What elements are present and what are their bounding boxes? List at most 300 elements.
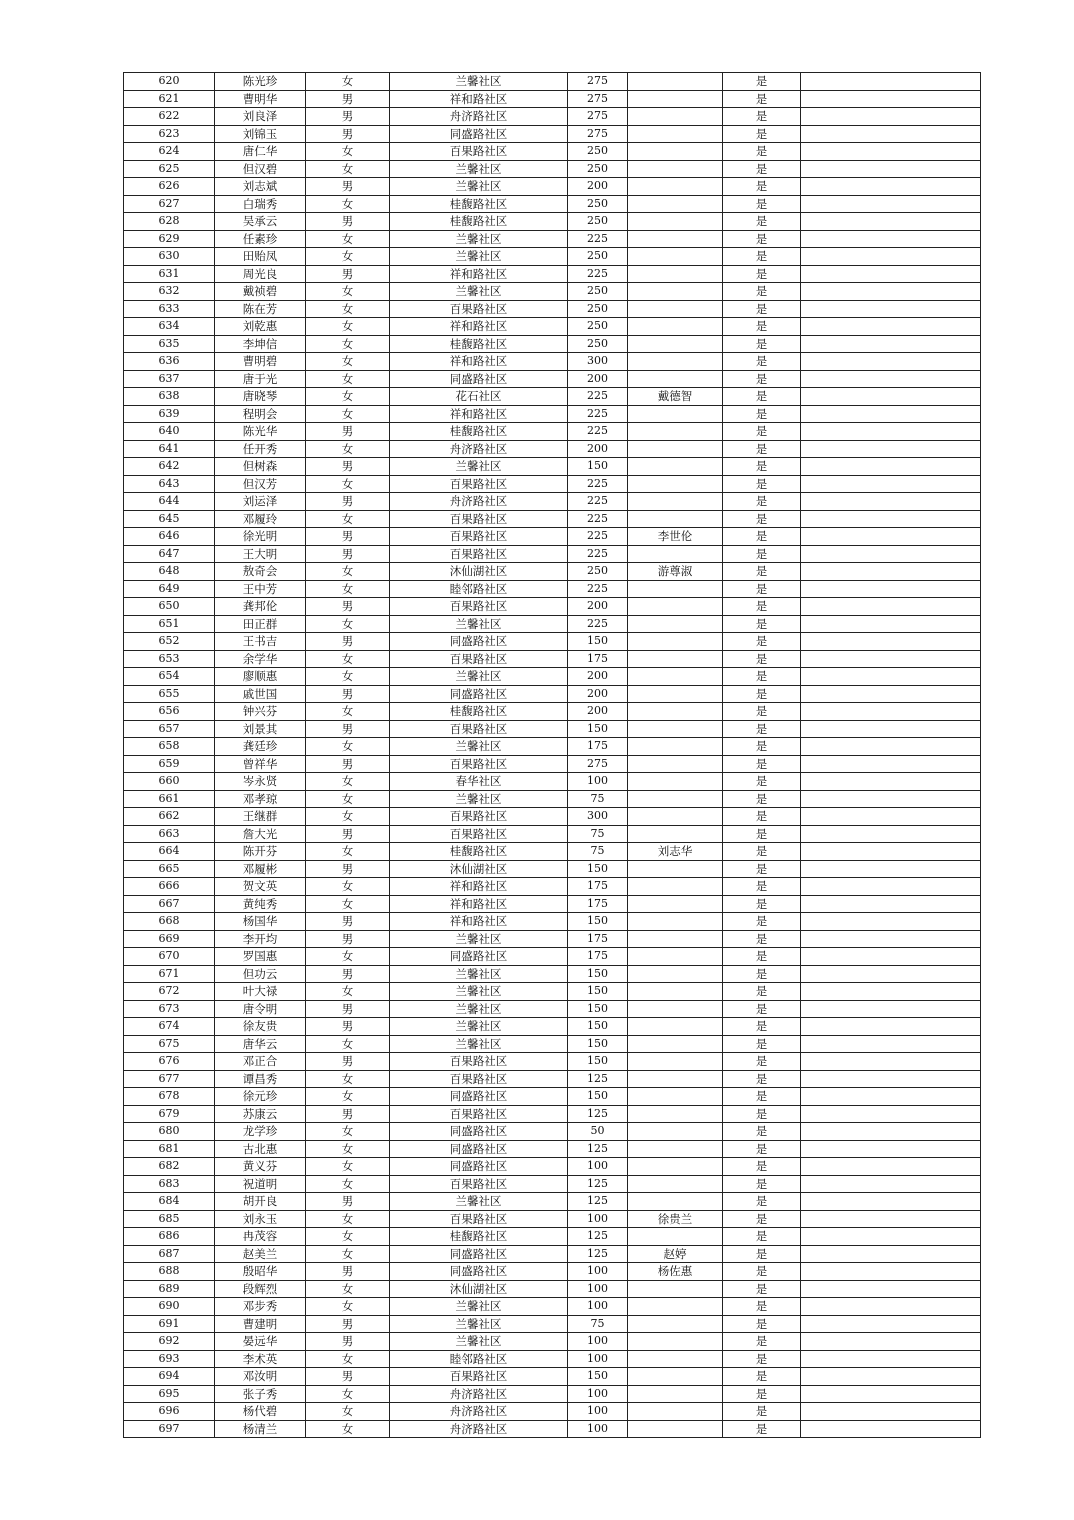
community-cell: 兰馨社区 bbox=[390, 178, 568, 196]
community-cell: 百果路社区 bbox=[390, 808, 568, 826]
community-cell: 兰馨社区 bbox=[390, 1315, 568, 1333]
agent-cell bbox=[628, 1333, 723, 1351]
table-row bbox=[124, 1228, 981, 1246]
amount-cell: 225 bbox=[568, 475, 628, 493]
table-row bbox=[124, 1158, 981, 1176]
remark-cell bbox=[801, 563, 981, 581]
status-cell: 是 bbox=[723, 283, 801, 301]
gender-cell: 女 bbox=[306, 1245, 390, 1263]
status-cell: 是 bbox=[723, 878, 801, 896]
status-cell: 是 bbox=[723, 1385, 801, 1403]
status-cell: 是 bbox=[723, 1053, 801, 1071]
community-cell: 祥和路社区 bbox=[390, 353, 568, 371]
community-cell: 桂馥路社区 bbox=[390, 423, 568, 441]
remark-cell bbox=[801, 1263, 981, 1281]
amount-cell: 150 bbox=[568, 965, 628, 983]
amount-cell: 75 bbox=[568, 843, 628, 861]
community-cell: 兰馨社区 bbox=[390, 790, 568, 808]
gender-cell: 女 bbox=[306, 983, 390, 1001]
amount-cell: 125 bbox=[568, 1070, 628, 1088]
name-cell: 陈开芬 bbox=[215, 843, 306, 861]
name-cell: 龚廷珍 bbox=[215, 738, 306, 756]
remark-cell bbox=[801, 1403, 981, 1421]
amount-cell: 250 bbox=[568, 300, 628, 318]
community-cell: 沐仙湖社区 bbox=[390, 563, 568, 581]
amount-cell: 225 bbox=[568, 615, 628, 633]
gender-cell: 男 bbox=[306, 90, 390, 108]
gender-cell: 男 bbox=[306, 755, 390, 773]
table-row bbox=[124, 265, 981, 283]
table-row bbox=[124, 283, 981, 301]
name-cell: 刘志斌 bbox=[215, 178, 306, 196]
row-number-cell: 631 bbox=[124, 265, 215, 283]
row-number-cell: 679 bbox=[124, 1105, 215, 1123]
community-cell: 舟济路社区 bbox=[390, 1420, 568, 1438]
status-cell: 是 bbox=[723, 108, 801, 126]
row-number-cell: 656 bbox=[124, 703, 215, 721]
row-number-cell: 625 bbox=[124, 160, 215, 178]
row-number-cell: 650 bbox=[124, 598, 215, 616]
table-row bbox=[124, 930, 981, 948]
row-number-cell: 642 bbox=[124, 458, 215, 476]
remark-cell bbox=[801, 1385, 981, 1403]
gender-cell: 女 bbox=[306, 1158, 390, 1176]
agent-cell bbox=[628, 283, 723, 301]
remark-cell bbox=[801, 528, 981, 546]
agent-cell: 李世伦 bbox=[628, 528, 723, 546]
agent-cell bbox=[628, 790, 723, 808]
gender-cell: 女 bbox=[306, 1210, 390, 1228]
agent-cell bbox=[628, 1193, 723, 1211]
gender-cell: 女 bbox=[306, 388, 390, 406]
row-number-cell: 645 bbox=[124, 510, 215, 528]
row-number-cell: 626 bbox=[124, 178, 215, 196]
amount-cell: 125 bbox=[568, 1245, 628, 1263]
name-cell: 白瑞秀 bbox=[215, 195, 306, 213]
status-cell: 是 bbox=[723, 388, 801, 406]
community-cell: 同盛路社区 bbox=[390, 685, 568, 703]
status-cell: 是 bbox=[723, 300, 801, 318]
gender-cell: 男 bbox=[306, 178, 390, 196]
name-cell: 晏远华 bbox=[215, 1333, 306, 1351]
name-cell: 曹明碧 bbox=[215, 353, 306, 371]
agent-cell bbox=[628, 1228, 723, 1246]
gender-cell: 女 bbox=[306, 335, 390, 353]
status-cell: 是 bbox=[723, 1088, 801, 1106]
table-row bbox=[124, 1280, 981, 1298]
community-cell: 沐仙湖社区 bbox=[390, 860, 568, 878]
amount-cell: 300 bbox=[568, 808, 628, 826]
amount-cell: 250 bbox=[568, 160, 628, 178]
gender-cell: 男 bbox=[306, 1368, 390, 1386]
gender-cell: 女 bbox=[306, 353, 390, 371]
gender-cell: 男 bbox=[306, 825, 390, 843]
amount-cell: 100 bbox=[568, 1350, 628, 1368]
name-cell: 叶大禄 bbox=[215, 983, 306, 1001]
name-cell: 邓履玲 bbox=[215, 510, 306, 528]
gender-cell: 女 bbox=[306, 563, 390, 581]
amount-cell: 150 bbox=[568, 720, 628, 738]
name-cell: 龙学珍 bbox=[215, 1123, 306, 1141]
agent-cell bbox=[628, 755, 723, 773]
row-number-cell: 655 bbox=[124, 685, 215, 703]
table-row bbox=[124, 685, 981, 703]
community-cell: 百果路社区 bbox=[390, 1070, 568, 1088]
name-cell: 王大明 bbox=[215, 545, 306, 563]
amount-cell: 150 bbox=[568, 633, 628, 651]
community-cell: 百果路社区 bbox=[390, 825, 568, 843]
row-number-cell: 637 bbox=[124, 370, 215, 388]
name-cell: 黄义芬 bbox=[215, 1158, 306, 1176]
gender-cell: 男 bbox=[306, 913, 390, 931]
agent-cell bbox=[628, 930, 723, 948]
table-row bbox=[124, 808, 981, 826]
table-row bbox=[124, 1035, 981, 1053]
remark-cell bbox=[801, 1368, 981, 1386]
status-cell: 是 bbox=[723, 860, 801, 878]
table-row bbox=[124, 598, 981, 616]
row-number-cell: 671 bbox=[124, 965, 215, 983]
row-number-cell: 693 bbox=[124, 1350, 215, 1368]
agent-cell bbox=[628, 948, 723, 966]
status-cell: 是 bbox=[723, 73, 801, 91]
name-cell: 曾祥华 bbox=[215, 755, 306, 773]
amount-cell: 100 bbox=[568, 1298, 628, 1316]
status-cell: 是 bbox=[723, 703, 801, 721]
row-number-cell: 674 bbox=[124, 1018, 215, 1036]
table-row bbox=[124, 510, 981, 528]
name-cell: 唐仁华 bbox=[215, 143, 306, 161]
name-cell: 李坤信 bbox=[215, 335, 306, 353]
remark-cell bbox=[801, 755, 981, 773]
name-cell: 曹明华 bbox=[215, 90, 306, 108]
gender-cell: 女 bbox=[306, 475, 390, 493]
row-number-cell: 682 bbox=[124, 1158, 215, 1176]
status-cell: 是 bbox=[723, 1280, 801, 1298]
community-cell: 睦邻路社区 bbox=[390, 1350, 568, 1368]
name-cell: 陈在芳 bbox=[215, 300, 306, 318]
row-number-cell: 624 bbox=[124, 143, 215, 161]
gender-cell: 男 bbox=[306, 633, 390, 651]
row-number-cell: 633 bbox=[124, 300, 215, 318]
table-row bbox=[124, 90, 981, 108]
gender-cell: 女 bbox=[306, 370, 390, 388]
row-number-cell: 636 bbox=[124, 353, 215, 371]
community-cell: 同盛路社区 bbox=[390, 1140, 568, 1158]
community-cell: 百果路社区 bbox=[390, 1368, 568, 1386]
table-row bbox=[124, 615, 981, 633]
name-cell: 但汉碧 bbox=[215, 160, 306, 178]
row-number-cell: 687 bbox=[124, 1245, 215, 1263]
row-number-cell: 629 bbox=[124, 230, 215, 248]
table-row bbox=[124, 1403, 981, 1421]
agent-cell bbox=[628, 650, 723, 668]
table-row bbox=[124, 1123, 981, 1141]
community-cell: 百果路社区 bbox=[390, 300, 568, 318]
status-cell: 是 bbox=[723, 738, 801, 756]
table-row bbox=[124, 423, 981, 441]
amount-cell: 275 bbox=[568, 108, 628, 126]
data-table bbox=[123, 72, 981, 1438]
gender-cell: 女 bbox=[306, 195, 390, 213]
remark-cell bbox=[801, 895, 981, 913]
community-cell: 兰馨社区 bbox=[390, 458, 568, 476]
table-row bbox=[124, 983, 981, 1001]
remark-cell bbox=[801, 1280, 981, 1298]
row-number-cell: 664 bbox=[124, 843, 215, 861]
remark-cell bbox=[801, 1070, 981, 1088]
gender-cell: 女 bbox=[306, 318, 390, 336]
community-cell: 同盛路社区 bbox=[390, 1263, 568, 1281]
table-row bbox=[124, 318, 981, 336]
agent-cell bbox=[628, 248, 723, 266]
status-cell: 是 bbox=[723, 213, 801, 231]
row-number-cell: 697 bbox=[124, 1420, 215, 1438]
remark-cell bbox=[801, 353, 981, 371]
name-cell: 杨国华 bbox=[215, 913, 306, 931]
table-row bbox=[124, 1245, 981, 1263]
amount-cell: 200 bbox=[568, 685, 628, 703]
status-cell: 是 bbox=[723, 1368, 801, 1386]
amount-cell: 100 bbox=[568, 1385, 628, 1403]
table-row bbox=[124, 405, 981, 423]
remark-cell bbox=[801, 230, 981, 248]
amount-cell: 225 bbox=[568, 493, 628, 511]
agent-cell bbox=[628, 108, 723, 126]
remark-cell bbox=[801, 1228, 981, 1246]
gender-cell: 女 bbox=[306, 1123, 390, 1141]
name-cell: 徐光明 bbox=[215, 528, 306, 546]
gender-cell: 女 bbox=[306, 703, 390, 721]
table-row bbox=[124, 773, 981, 791]
table-row bbox=[124, 213, 981, 231]
status-cell: 是 bbox=[723, 1263, 801, 1281]
community-cell: 祥和路社区 bbox=[390, 318, 568, 336]
remark-cell bbox=[801, 1210, 981, 1228]
community-cell: 兰馨社区 bbox=[390, 1035, 568, 1053]
row-number-cell: 670 bbox=[124, 948, 215, 966]
status-cell: 是 bbox=[723, 825, 801, 843]
agent-cell bbox=[628, 440, 723, 458]
amount-cell: 225 bbox=[568, 405, 628, 423]
table-row bbox=[124, 1420, 981, 1438]
gender-cell: 女 bbox=[306, 878, 390, 896]
agent-cell bbox=[628, 965, 723, 983]
amount-cell: 150 bbox=[568, 860, 628, 878]
name-cell: 殷昭华 bbox=[215, 1263, 306, 1281]
row-number-cell: 659 bbox=[124, 755, 215, 773]
table-row bbox=[124, 493, 981, 511]
table-row bbox=[124, 913, 981, 931]
row-number-cell: 652 bbox=[124, 633, 215, 651]
remark-cell bbox=[801, 318, 981, 336]
row-number-cell: 690 bbox=[124, 1298, 215, 1316]
name-cell: 邓步秀 bbox=[215, 1298, 306, 1316]
remark-cell bbox=[801, 388, 981, 406]
name-cell: 钟兴芬 bbox=[215, 703, 306, 721]
row-number-cell: 680 bbox=[124, 1123, 215, 1141]
amount-cell: 75 bbox=[568, 1315, 628, 1333]
status-cell: 是 bbox=[723, 1035, 801, 1053]
remark-cell bbox=[801, 475, 981, 493]
table-row bbox=[124, 230, 981, 248]
agent-cell bbox=[628, 493, 723, 511]
agent-cell bbox=[628, 1105, 723, 1123]
remark-cell bbox=[801, 440, 981, 458]
name-cell: 刘乾惠 bbox=[215, 318, 306, 336]
amount-cell: 200 bbox=[568, 668, 628, 686]
agent-cell bbox=[628, 895, 723, 913]
table-row bbox=[124, 948, 981, 966]
name-cell: 谭昌秀 bbox=[215, 1070, 306, 1088]
row-number-cell: 640 bbox=[124, 423, 215, 441]
row-number-cell: 658 bbox=[124, 738, 215, 756]
row-number-cell: 676 bbox=[124, 1053, 215, 1071]
gender-cell: 女 bbox=[306, 1140, 390, 1158]
gender-cell: 女 bbox=[306, 1070, 390, 1088]
row-number-cell: 661 bbox=[124, 790, 215, 808]
agent-cell bbox=[628, 1175, 723, 1193]
gender-cell: 女 bbox=[306, 248, 390, 266]
agent-cell bbox=[628, 633, 723, 651]
amount-cell: 200 bbox=[568, 370, 628, 388]
amount-cell: 100 bbox=[568, 1263, 628, 1281]
table-row bbox=[124, 825, 981, 843]
table-row bbox=[124, 650, 981, 668]
row-number-cell: 696 bbox=[124, 1403, 215, 1421]
status-cell: 是 bbox=[723, 248, 801, 266]
table-row bbox=[124, 1333, 981, 1351]
status-cell: 是 bbox=[723, 1158, 801, 1176]
remark-cell bbox=[801, 458, 981, 476]
agent-cell bbox=[628, 878, 723, 896]
amount-cell: 200 bbox=[568, 178, 628, 196]
community-cell: 兰馨社区 bbox=[390, 738, 568, 756]
status-cell: 是 bbox=[723, 528, 801, 546]
community-cell: 兰馨社区 bbox=[390, 160, 568, 178]
row-number-cell: 630 bbox=[124, 248, 215, 266]
status-cell: 是 bbox=[723, 423, 801, 441]
agent-cell bbox=[628, 860, 723, 878]
row-number-cell: 651 bbox=[124, 615, 215, 633]
amount-cell: 225 bbox=[568, 230, 628, 248]
gender-cell: 男 bbox=[306, 423, 390, 441]
community-cell: 兰馨社区 bbox=[390, 1018, 568, 1036]
remark-cell bbox=[801, 405, 981, 423]
remark-cell bbox=[801, 703, 981, 721]
table-row bbox=[124, 1315, 981, 1333]
agent-cell bbox=[628, 178, 723, 196]
row-number-cell: 673 bbox=[124, 1000, 215, 1018]
gender-cell: 女 bbox=[306, 1385, 390, 1403]
amount-cell: 100 bbox=[568, 1420, 628, 1438]
row-number-cell: 678 bbox=[124, 1088, 215, 1106]
amount-cell: 250 bbox=[568, 248, 628, 266]
name-cell: 刘永玉 bbox=[215, 1210, 306, 1228]
gender-cell: 女 bbox=[306, 843, 390, 861]
name-cell: 李术英 bbox=[215, 1350, 306, 1368]
remark-cell bbox=[801, 1140, 981, 1158]
amount-cell: 175 bbox=[568, 895, 628, 913]
remark-cell bbox=[801, 930, 981, 948]
community-cell: 兰馨社区 bbox=[390, 1298, 568, 1316]
row-number-cell: 683 bbox=[124, 1175, 215, 1193]
row-number-cell: 663 bbox=[124, 825, 215, 843]
name-cell: 但功云 bbox=[215, 965, 306, 983]
status-cell: 是 bbox=[723, 563, 801, 581]
row-number-cell: 666 bbox=[124, 878, 215, 896]
agent-cell: 刘志华 bbox=[628, 843, 723, 861]
status-cell: 是 bbox=[723, 475, 801, 493]
table-row bbox=[124, 1070, 981, 1088]
status-cell: 是 bbox=[723, 1245, 801, 1263]
status-cell: 是 bbox=[723, 1140, 801, 1158]
agent-cell bbox=[628, 1035, 723, 1053]
name-cell: 杨清兰 bbox=[215, 1420, 306, 1438]
remark-cell bbox=[801, 843, 981, 861]
agent-cell bbox=[628, 825, 723, 843]
community-cell: 桂馥路社区 bbox=[390, 335, 568, 353]
table-row bbox=[124, 1193, 981, 1211]
community-cell: 百果路社区 bbox=[390, 1210, 568, 1228]
row-number-cell: 654 bbox=[124, 668, 215, 686]
gender-cell: 男 bbox=[306, 1263, 390, 1281]
agent-cell bbox=[628, 143, 723, 161]
community-cell: 桂馥路社区 bbox=[390, 703, 568, 721]
status-cell: 是 bbox=[723, 755, 801, 773]
community-cell: 兰馨社区 bbox=[390, 983, 568, 1001]
remark-cell bbox=[801, 1420, 981, 1438]
row-number-cell: 627 bbox=[124, 195, 215, 213]
remark-cell bbox=[801, 1035, 981, 1053]
status-cell: 是 bbox=[723, 353, 801, 371]
remark-cell bbox=[801, 545, 981, 563]
agent-cell bbox=[628, 1420, 723, 1438]
remark-cell bbox=[801, 1350, 981, 1368]
status-cell: 是 bbox=[723, 178, 801, 196]
amount-cell: 250 bbox=[568, 335, 628, 353]
agent-cell bbox=[628, 1088, 723, 1106]
agent-cell bbox=[628, 1280, 723, 1298]
table-row bbox=[124, 143, 981, 161]
community-cell: 兰馨社区 bbox=[390, 248, 568, 266]
agent-cell: 游尊淑 bbox=[628, 563, 723, 581]
remark-cell bbox=[801, 720, 981, 738]
table-row bbox=[124, 738, 981, 756]
status-cell: 是 bbox=[723, 510, 801, 528]
status-cell: 是 bbox=[723, 1333, 801, 1351]
row-number-cell: 660 bbox=[124, 773, 215, 791]
remark-cell bbox=[801, 283, 981, 301]
amount-cell: 75 bbox=[568, 825, 628, 843]
gender-cell: 女 bbox=[306, 738, 390, 756]
name-cell: 唐令明 bbox=[215, 1000, 306, 1018]
row-number-cell: 653 bbox=[124, 650, 215, 668]
agent-cell bbox=[628, 458, 723, 476]
remark-cell bbox=[801, 213, 981, 231]
community-cell: 祥和路社区 bbox=[390, 878, 568, 896]
community-cell: 祥和路社区 bbox=[390, 405, 568, 423]
status-cell: 是 bbox=[723, 458, 801, 476]
gender-cell: 女 bbox=[306, 1175, 390, 1193]
agent-cell bbox=[628, 615, 723, 633]
remark-cell bbox=[801, 493, 981, 511]
gender-cell: 女 bbox=[306, 1298, 390, 1316]
name-cell: 敖奇会 bbox=[215, 563, 306, 581]
table-row bbox=[124, 1140, 981, 1158]
name-cell: 任开秀 bbox=[215, 440, 306, 458]
row-number-cell: 623 bbox=[124, 125, 215, 143]
